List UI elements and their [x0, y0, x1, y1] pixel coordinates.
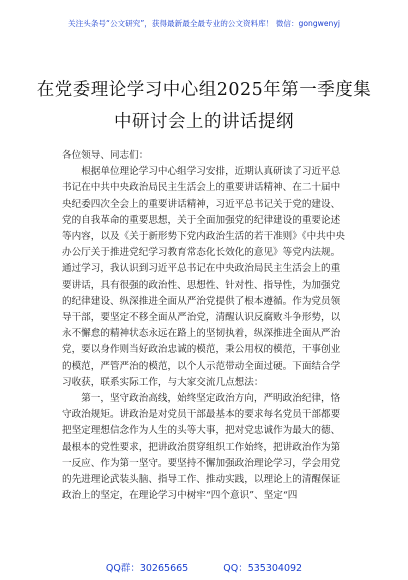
paragraph-intro: 根据单位理论学习中心组学习安排，近期认真研读了习近平总书记在中共中央政治局民主生活会上的重要讲话精神、在二十届中央纪委四次全会上的重要讲话精神，习近平总书记关于党的建设、党的自我革命的重要思想，关于全面加强党的纪律建设的重要论述等内容，以及《关于新形势下党内政治生活的若干准则》《中共中央办公厅关于推进党纪学习教育常态化长效化的意见》等党内法规。通过学习，我认识到习近平总书记在中央政治局民主生活会上的重要讲话，具有很强的政治性、思想性、针对性、指导性，为加强党的纪律建设、纵深推进全面从严治党提供了根本遵循。作为党员领导干部，要坚定不移全面从严治党，清醒认识反腐败斗争形势，以永不懈怠的精神状态永远在路上的坚韧执着，纵深推进全面从严治党，要以身作则当好政治忠诚的模范，秉公用权的模范，干事创业的模范，严管严治的模范，以个人示范带动全面过硬。下面结合学习收获，联系实际工作，与大家交流几点想法：: [62, 166, 346, 388]
document-title-line-1: 在党委理论学习中心组2025年第一季度集: [36, 80, 372, 100]
footer-contacts: [0, 560, 408, 574]
footer-qq: QQ：535304092: [223, 563, 303, 574]
header-promo-note: 关注头条号“公文研究”，获得最新最全最专业的公文资料库！ 微信：gongwenyj: [68, 19, 340, 28]
paragraph-first-point: 第一，坚守政治高线，始终坚定政治方向，严明政治纪律，恪守政治规矩。讲政治是对党员干部最基本的要求每名党员干部都要把坚定理想信念作为人生的头等大事，把对党忠诚作为最大的德、最根本的党性要求，把讲政治贯穿组织工作始终，把讲政治作为第一反应、作为第一坚守。要坚持不懈加强政治理论学习，学会用党的先进理论武装头脑、指导工作、推动实践，以理论上的清醒保证政治上的坚定，在理论学习中树牢“四个意识”、坚定“四: [62, 393, 341, 502]
document-body: [62, 148, 348, 504]
footer-qq-group: QQ群：30265665: [105, 563, 189, 574]
salutation: 各位领导、同志们：: [62, 150, 149, 161]
document-title-line-2: 中研讨会上的讲话提纲: [114, 112, 294, 132]
